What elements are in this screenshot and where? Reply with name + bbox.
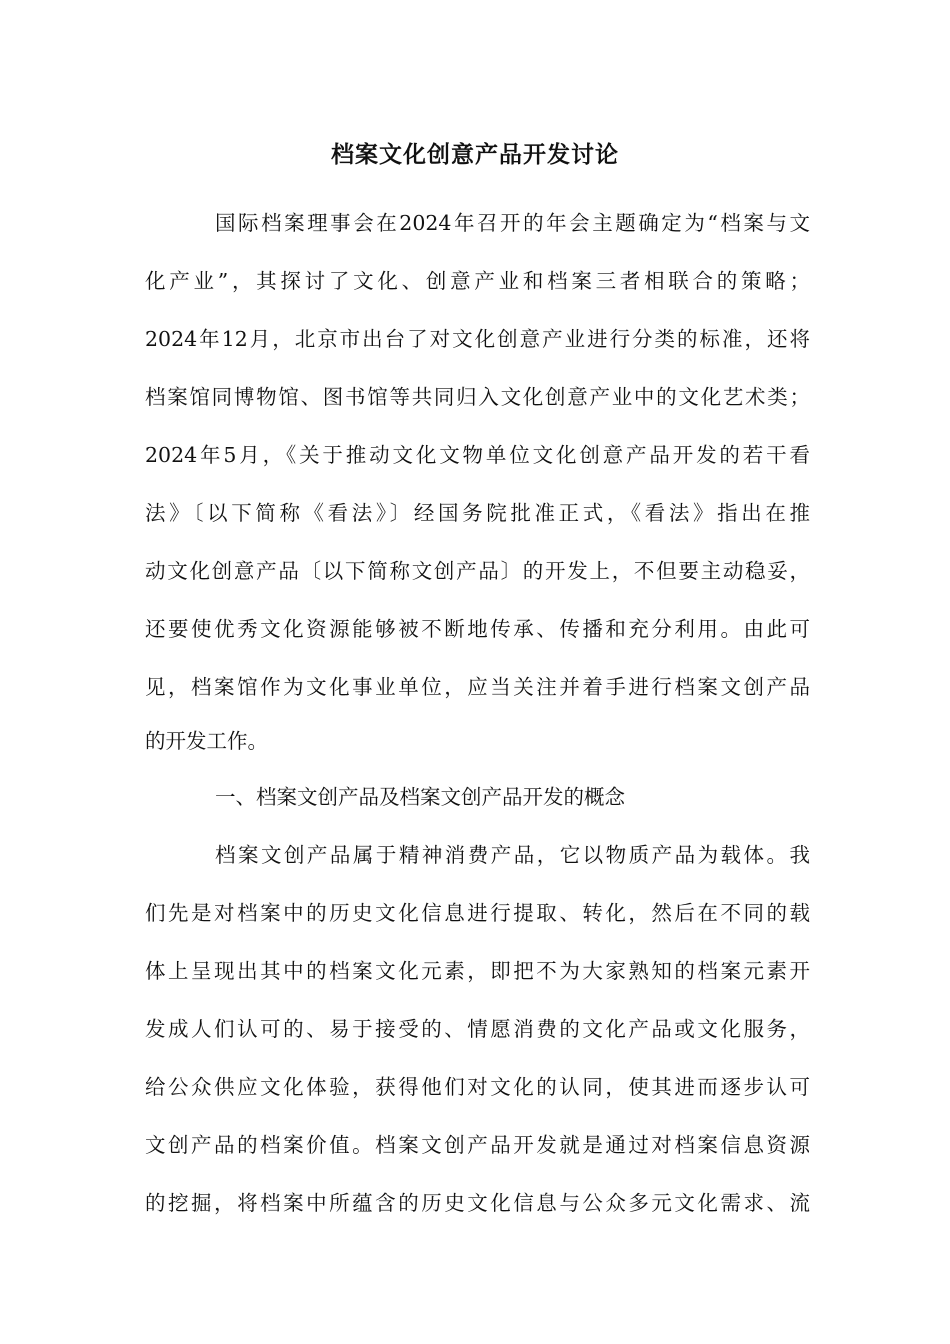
paragraph-line: 2024年12月，北京市出台了对文化创意产业进行分类的标准，还将 (145, 327, 810, 351)
paragraph-line: 还要使优秀文化资源能够被不断地传承、传播和充分利用。由此可 (145, 617, 810, 641)
paragraph-line: 档案文创产品属于精神消费产品，它以物质产品为载体。我 (215, 843, 810, 867)
paragraph-line: 体上呈现出其中的档案文化元素，即把不为大家熟知的档案元素开 (145, 959, 810, 983)
paragraph-line: 见，档案馆作为文化事业单位，应当关注并着手进行档案文创产品 (145, 675, 810, 699)
paragraph-line: 档案馆同博物馆、图书馆等共同归入文化创意产业中的文化艺术类； (145, 385, 810, 409)
paragraph-line: 发成人们认可的、易于接受的、情愿消费的文化产品或文化服务， (145, 1017, 810, 1041)
paragraph-line: 法》〔以下简称《看法》〕经国务院批准正式，《看法》指出在推 (145, 501, 810, 525)
paragraph-line: 2024年5月，《关于推动文化文物单位文化创意产品开发的若干看 (145, 443, 810, 467)
paragraph-line: 们先是对档案中的历史文化信息进行提取、转化，然后在不同的载 (145, 901, 810, 925)
paragraph-line: 动文化创意产品〔以下简称文创产品〕的开发上，不但要主动稳妥， (145, 559, 810, 583)
paragraph-line: 国际档案理事会在2024年召开的年会主题确定为“档案与文 (215, 211, 810, 235)
section-heading: 一、档案文创产品及档案文创产品开发的概念 (215, 785, 625, 809)
document-title: 档案文化创意产品开发讨论 (331, 142, 619, 168)
paragraph-line: 的挖掘，将档案中所蕴含的历史文化信息与公众多元文化需求、流 (145, 1191, 810, 1215)
paragraph-line: 的开发工作。 (145, 729, 268, 753)
paragraph-line: 化产业”，其探讨了文化、创意产业和档案三者相联合的策略； (145, 269, 810, 293)
paragraph-line: 文创产品的档案价值。档案文创产品开发就是通过对档案信息资源 (145, 1133, 810, 1157)
paragraph-line: 给公众供应文化体验，获得他们对文化的认同，使其进而逐步认可 (145, 1075, 810, 1099)
